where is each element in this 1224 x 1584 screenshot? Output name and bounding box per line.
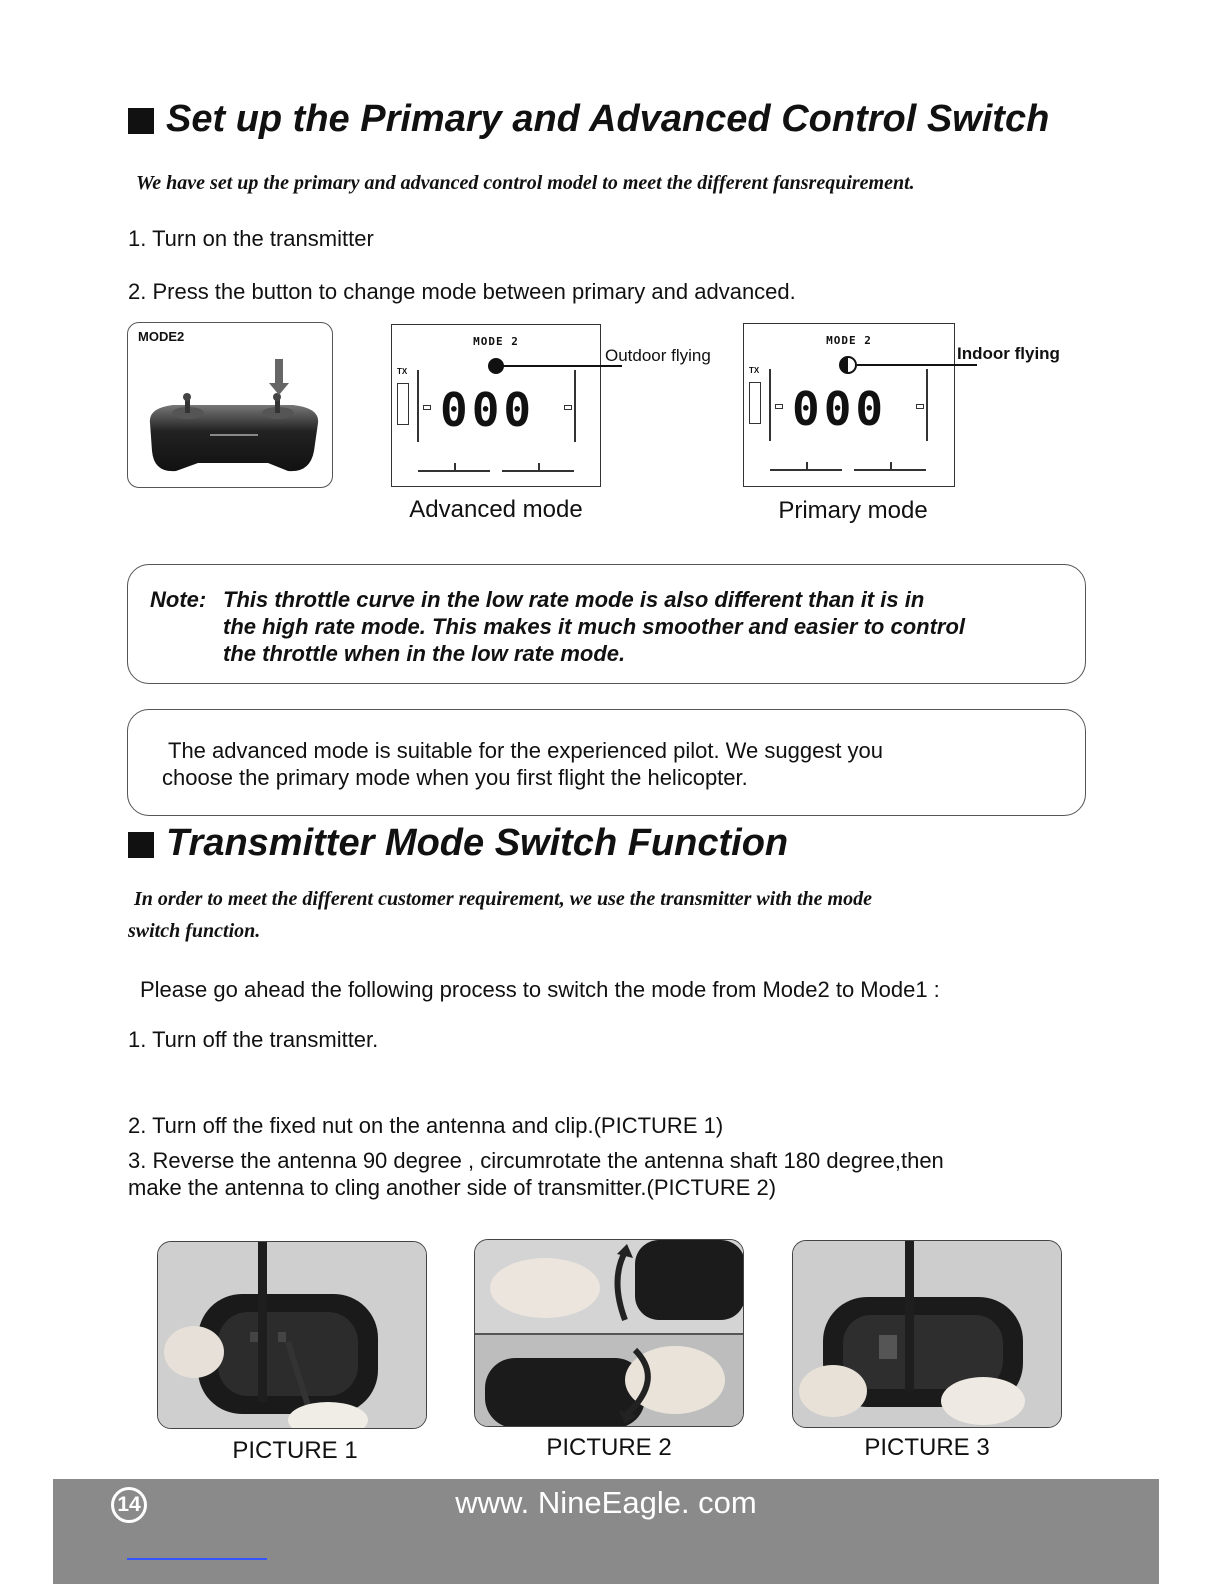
picture-1-photo [157,1241,427,1429]
outdoor-flying-label: Outdoor flying [605,346,711,365]
lcd-mode-label: MODE 2 [826,334,872,347]
advanced-mode-lcd [391,324,601,487]
battery-icon [749,382,761,424]
lcd-trim-tick-left [806,462,808,470]
note-prefix: Note: [150,587,207,612]
outdoor-indicator-line [502,365,622,367]
lcd-trim-tick-right [890,462,892,470]
section2-step2: 2. Turn off the fixed nut on the antenna and clip.(PICTURE 1) [128,1113,724,1138]
section2-intro-line-2: switch function. [128,920,261,942]
section1-step2: 2. Press the button to change mode between primary and advanced. [128,279,796,304]
picture-3-caption: PICTURE 3 [864,1434,990,1461]
lcd-trim-tick-right [538,463,540,471]
section2-step1: 1. Turn off the transmitter. [128,1027,379,1052]
section2-step3-line-1: 3. Reverse the antenna 90 degree , circumrotate the antenna shaft 180 degree,then [128,1148,944,1173]
lcd-right-dash [564,405,572,410]
primary-mode-lcd [743,323,955,487]
page-number: 14 [117,1493,141,1516]
lcd-tx-label: TX [749,366,760,375]
picture-3-photo [792,1240,1062,1428]
lcd-left-bar [417,370,419,442]
lcd-left-bar [769,369,771,441]
lcd-left-dash [423,405,431,410]
indoor-indicator-line [857,364,977,366]
lcd-digits: 000 [792,382,888,436]
lcd-right-bar [574,370,576,442]
indoor-indicator-icon [838,355,858,375]
picture-3-drawing [793,1241,1062,1428]
transmitter-label: MODE2 [138,329,185,344]
advanced-mode-caption: Advanced mode [409,496,583,523]
section2-process: Please go ahead the following process to switch the mode from Mode2 to Mode1 : [140,977,940,1002]
indoor-flying-label: Indoor flying [957,344,1060,363]
note-line-2: the high rate mode. This makes it much smoother and easier to control [223,614,966,639]
note-line-1: This throttle curve in the low rate mode is also different than it is in [223,587,925,612]
picture-1-drawing [158,1242,427,1429]
primary-mode-caption: Primary mode [778,497,928,524]
lcd-mode-label: MODE 2 [473,335,519,348]
section2-title: Transmitter Mode Switch Function [166,822,789,864]
battery-icon [397,383,409,425]
advice-line-2: choose the primary mode when you first flight the helicopter. [162,765,748,790]
picture-2-caption: PICTURE 2 [546,1434,672,1461]
advice-box [127,709,1086,816]
website-url[interactable]: www. NineEagle. com [455,1485,757,1520]
footer-link-underline [127,1558,267,1560]
section-bullet-square [128,832,154,858]
picture-2-photo [474,1239,744,1427]
lcd-right-bar [926,369,928,441]
lcd-right-dash [916,404,924,409]
picture-2-drawing [475,1240,744,1427]
picture-1-caption: PICTURE 1 [232,1437,358,1464]
footer-bar [53,1479,1159,1584]
lcd-tx-label: TX [397,367,408,376]
section2-step3-line-2: make the antenna to cling another side of transmitter.(PICTURE 2) [128,1175,777,1200]
section-bullet-square [128,108,154,134]
section1-step1: 1. Turn on the transmitter [128,226,374,251]
lcd-digits: 000 [440,383,536,437]
transmitter-drawing [128,323,333,488]
advice-line-1: The advanced mode is suitable for the experienced pilot. We suggest you [168,738,884,763]
section2-intro-line-1: In order to meet the different customer requirement, we use the transmitter with the mode [134,888,872,910]
lcd-trim-tick-left [454,463,456,471]
lcd-left-dash [775,404,783,409]
note-box [127,564,1086,684]
transmitter-image [127,322,333,488]
note-line-3: the throttle when in the low rate mode. [223,641,626,666]
section1-intro: We have set up the primary and advanced control model to meet the different fansrequirement. [136,172,915,194]
section1-title: Set up the Primary and Advanced Control Switch [166,98,1050,140]
